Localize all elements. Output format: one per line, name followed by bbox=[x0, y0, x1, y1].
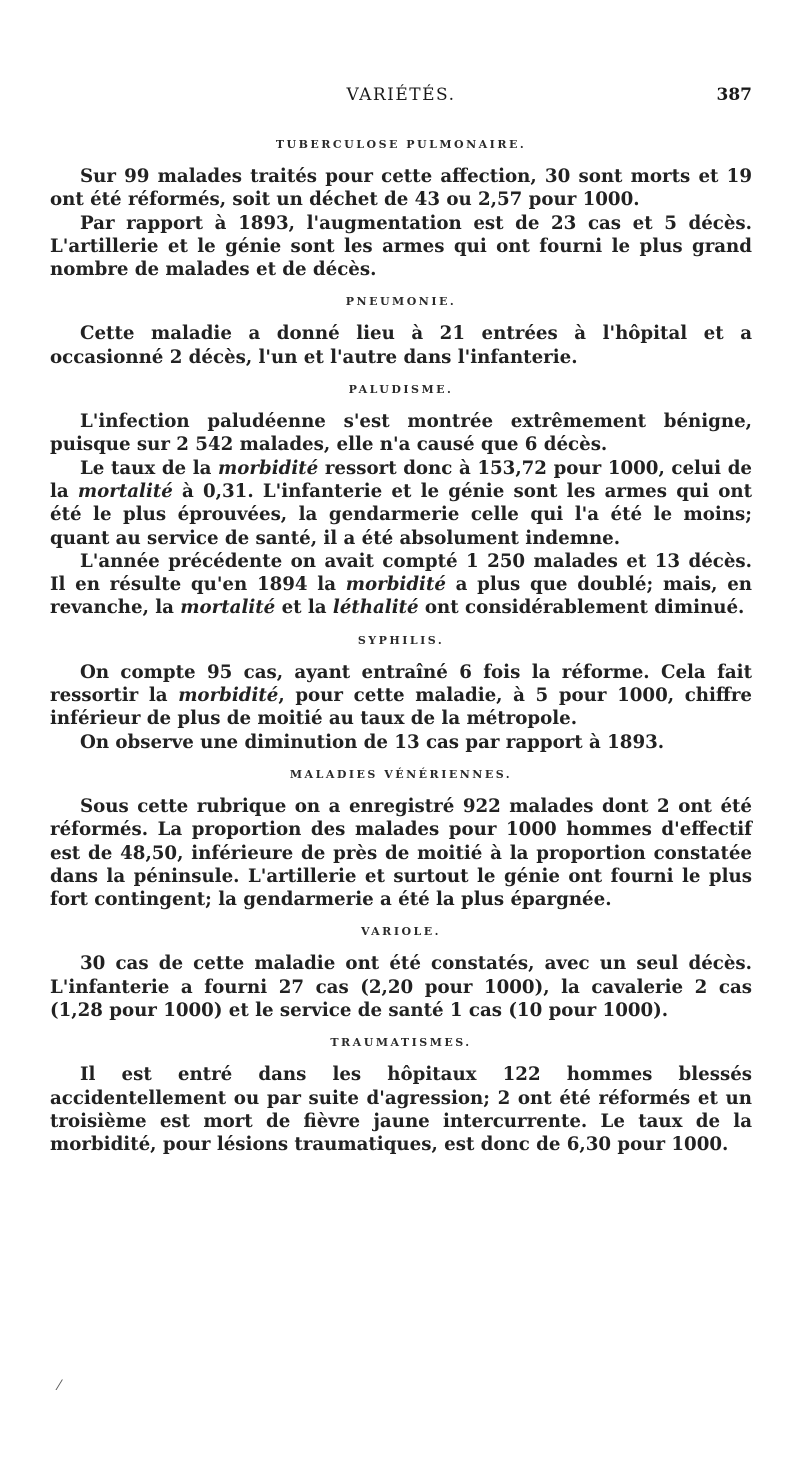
section bbox=[50, 925, 752, 1022]
section-heading: TRAUMATISMES. bbox=[330, 1036, 472, 1050]
section-heading: PNEUMONIE. bbox=[345, 295, 457, 309]
section bbox=[50, 768, 752, 911]
paragraph: L'infection paludéenne s'est montrée extrêmement bénigne, puisque sur 2 542 malades, elle n'a causé que 6 décès. bbox=[50, 411, 752, 456]
paragraph: L'année précédente on avait compté 1 250 malades et 13 décès. Il en résulte qu'en 1894 la morbidité a plus que doublé; mais, en revanche, la mortalité et la léthalité ont considérablement diminué. bbox=[50, 550, 752, 619]
section bbox=[50, 383, 752, 620]
paragraph: Cette maladie a donné lieu à 21 entrées à l'hôpital et a occasionné 2 décès, l'un et l'autre dans l'infanterie. bbox=[50, 323, 752, 368]
paragraph: Sous cette rubrique on a enregistré 922 malades dont 2 ont été réformés. La proportion des malades pour 1000 hommes d'effectif est de 48,50, inférieure de près de moitié à la proportion constatée dans la péninsule. L'artillerie et surtout le génie ont fourni le plus fort contingent; la gendarmerie a été la plus épargnée. bbox=[50, 795, 752, 911]
section-heading: PALUDISME. bbox=[348, 383, 454, 397]
section bbox=[50, 295, 752, 369]
section-heading: TUBERCULOSE PULMONAIRE. bbox=[275, 138, 527, 151]
section bbox=[50, 634, 752, 754]
paragraph: Il est entré dans les hôpitaux 122 hommes blessés accidentellement ou par suite d'agression; 2 ont été réformés et un troisième est mort de fièvre jaune intercurrente. Le taux de la morbidité, pour lésions traumatiques, est donc de 6,30 pour 1000. bbox=[50, 1064, 752, 1156]
paragraph: On observe une diminution de 13 cas par rapport à 1893. bbox=[80, 731, 665, 753]
section-heading: MALADIES VÉNÉRIENNES. bbox=[289, 767, 513, 781]
paragraph: Par rapport à 1893, l'augmentation est de 23 cas et 5 décès. L'artillerie et le génie sont les armes qui ont fourni le plus grand nombre de malades et de décès. bbox=[50, 212, 752, 281]
paragraph: 30 cas de cette maladie ont été constatés, avec un seul décès. L'infanterie a fourni 27 cas (2,20 pour 1000), la cavalerie 2 cas (1,28 pour 1000) et le service de santé 1 cas (10 pour 1000). bbox=[50, 953, 752, 1022]
section bbox=[50, 1036, 752, 1156]
page-number: 387 bbox=[716, 85, 752, 105]
section-heading: VARIOLE. bbox=[360, 925, 442, 939]
section bbox=[50, 138, 752, 281]
paragraph: Sur 99 malades traités pour cette affection, 30 sont morts et 19 ont été réformés, soit un déchet de 43 ou 2,57 pour 1000. bbox=[50, 166, 752, 211]
margin-mark: ⁄ bbox=[58, 1378, 61, 1394]
running-title: VARIÉTÉS. bbox=[346, 85, 456, 105]
page-header bbox=[50, 85, 752, 115]
paragraph: Le taux de la morbidité ressort donc à 153,72 pour 1000, celui de la mortalité à 0,31. L'infanterie et le génie sont les armes qui ont été le plus éprouvées, la gendarmerie celle qui l'a été le moins; quant au service de santé, il a été absolument indemne. bbox=[50, 457, 753, 549]
section-heading: SYPHILIS. bbox=[357, 633, 445, 647]
page-content bbox=[50, 138, 752, 1171]
paragraph: On compte 95 cas, ayant entraîné 6 fois la réforme. Cela fait ressortir la morbidité, pour cette maladie, à 5 pour 1000, chiffre inférieur de plus de moitié au taux de la métropole. bbox=[50, 661, 752, 730]
